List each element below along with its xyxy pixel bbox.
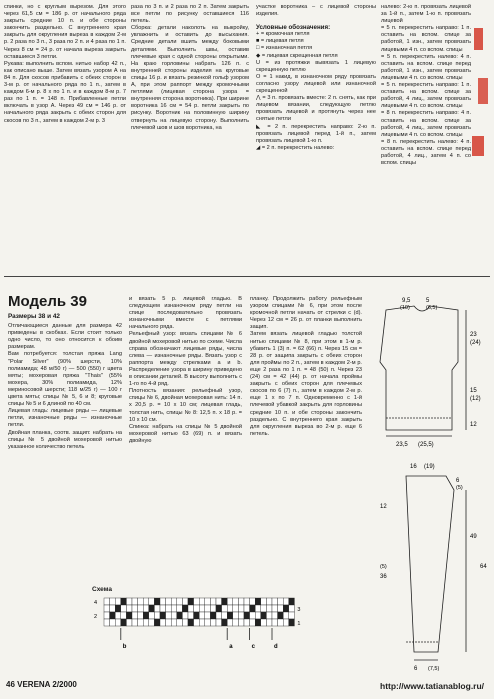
chart-cell	[177, 605, 183, 612]
chart-row-label: 3	[297, 607, 301, 613]
chart-arrow-label: d	[274, 644, 278, 650]
chart-cell	[261, 612, 267, 619]
chart-cell	[132, 598, 138, 605]
chart-cell	[210, 605, 216, 612]
chart-cell	[138, 598, 144, 605]
paragraph: налево: 2-ю п. провязать лицевой за 1-й п., затем 1-ю п. провязать лицевой	[381, 4, 471, 25]
dim-label: (24)	[470, 340, 481, 346]
chart-cell	[244, 619, 250, 626]
chart-cell	[138, 605, 144, 612]
chart-cell	[126, 598, 132, 605]
chart-cell	[149, 619, 155, 626]
chart-arrow-label: c	[251, 644, 255, 650]
chart-cell	[104, 612, 110, 619]
chart-cell	[255, 619, 261, 626]
chart-cell	[160, 598, 166, 605]
chart-cell	[205, 612, 211, 619]
paragraph: Лицевая гладь: лицевые ряды — лицевые петли, изнаночные ряды — изнаночные петли.	[8, 408, 122, 429]
chart-cell	[250, 598, 256, 605]
dim-label: (6,5)	[426, 305, 438, 311]
chart-cell	[227, 612, 233, 619]
dim-label: (10)	[400, 305, 410, 311]
chart-cell	[115, 612, 121, 619]
chart-cell	[227, 598, 233, 605]
chart-cell	[216, 598, 222, 605]
chart-cell	[110, 612, 116, 619]
knit-chart	[92, 594, 312, 660]
chart-cell	[238, 619, 244, 626]
chart-cell	[154, 598, 160, 605]
chart-cell	[143, 619, 149, 626]
dim-label: (12)	[470, 396, 481, 402]
chart-cell	[171, 619, 177, 626]
chart-cell	[199, 605, 205, 612]
top-column-1	[4, 4, 126, 270]
legend-item: = 8 п. перекрестить направо: 4 п. оставить на вспом. спице за работой, 4 лиц., затем провязать лицевыми 4 п. со вспом. спицы	[381, 110, 471, 138]
dim-label: (5)	[380, 564, 387, 570]
chart-cell	[177, 598, 183, 605]
chart-title: Схема	[92, 586, 113, 593]
chart-cell	[222, 612, 228, 619]
chart-cell	[289, 598, 295, 605]
dim-label: (7,5)	[428, 666, 440, 672]
chart-cell	[222, 598, 228, 605]
chart-cell	[166, 612, 172, 619]
paragraph: Рельефный узор: вязать спицами № 6 двойной мохеровой нитью по схеме. Числа справа обозначают лицевые ряды, числа слева — изнаночные ряды. Вязать узор с раппорта между стрелками а и b. Распределение узора в ширину приведено в описании деталей. В высоту выполнить с 1-го по 4-й ряд.	[129, 331, 242, 388]
chart-cell	[283, 612, 289, 619]
chart-cell	[115, 605, 121, 612]
dim-label: 49	[470, 534, 477, 540]
chart-cell	[227, 605, 233, 612]
top-column-3	[256, 4, 376, 270]
bottom-column-1	[8, 313, 122, 581]
chart-cell	[278, 619, 284, 626]
bottom-column-2	[129, 296, 242, 581]
chart-arrow-label: a	[229, 644, 233, 650]
paragraph: раза по 3 п. и 2 раза по 2 п. Затем закрыть все петли по рисунку оставшиеся 116 петель.	[131, 4, 249, 25]
chart-cell	[104, 598, 110, 605]
chart-cell	[126, 619, 132, 626]
paragraph: Плотность вязания: рельефный узор, спицы № 6, двойная мохеровая нить: 14 п. х 20,5 р. = 10 х 10 см; лицевая гладь, толстая нить, спицы № 8: 12,5 п. х 18 р. = 10 х 10 см.	[129, 388, 242, 423]
chart-cell	[143, 605, 149, 612]
chart-cell	[132, 605, 138, 612]
chart-cell	[121, 612, 127, 619]
chart-cell	[255, 612, 261, 619]
legend-title: Условные обозначения:	[256, 24, 331, 32]
legend-item: + = кромочная петля	[256, 31, 310, 38]
chart-cell	[166, 605, 172, 612]
chart-cell	[216, 612, 222, 619]
chart-cell	[244, 612, 250, 619]
chart-cell	[154, 619, 160, 626]
back-schematic	[366, 292, 490, 454]
dim-label: 23,5	[396, 442, 408, 448]
paragraph: спинки, но с круглым вырезом. Для этого через 61,5 см = 186 р. от начального ряда закрыть средние 10 п. и обе стороны закончить раздельно. С внутреннего края закрыть для округления выреза в каждом 2-м р. 2 раза по 3 п., 3 раза по 2 п. и 4 раза по 1 п. Через 8 см = 24 р. от начала выреза закрыть оставшиеся 3 петли.	[4, 4, 126, 60]
chart-cell	[149, 612, 155, 619]
chart-cell	[199, 612, 205, 619]
dim-label: (25,5)	[418, 442, 434, 448]
chart-cell	[283, 598, 289, 605]
chart-cell	[272, 598, 278, 605]
chart-cell	[171, 612, 177, 619]
dim-label: 12	[470, 422, 477, 428]
chart-cell	[216, 605, 222, 612]
chart-cell	[143, 598, 149, 605]
dim-label: 64	[480, 564, 487, 570]
legend-item: O = 1 накид, в изнаночном ряду провязать согласно узору лицевой или изнаночной скрещенной	[256, 73, 376, 95]
chart-cell	[222, 605, 228, 612]
chart-cell	[138, 619, 144, 626]
chart-cell	[126, 605, 132, 612]
chart-cell	[171, 598, 177, 605]
model-title: Модель 39	[8, 293, 87, 310]
paragraph: Сборка: детали наколоть на выкройку, увлажнить и оставить до высыхания. Средние детали вшить между боковыми деталями. Выполнить швы, оставив плечевые края с одной стороны открытыми. На краю горловины набрать 126 п. с внутренней стороны изделия на круговые спицы 16 р. и вязать резинкой гольф узором А, при этом раппорт между кромочными петлями (лицевая сторона узора = внутренняя сторона воротника). При ширине воротника 16 см = 54 р. петли закрыть по рисунку. Воротник на половинную ширину отвернуть на лицевую сторону. Выполнить плечевой шов и шов воротника, на	[131, 25, 249, 131]
chart-row-label: 1	[297, 621, 301, 627]
chart-cell	[194, 598, 200, 605]
chart-cell	[250, 619, 256, 626]
top-column-4	[381, 4, 471, 270]
sizes-heading: Размеры 38 и 42	[8, 313, 60, 320]
chart-cell	[171, 605, 177, 612]
chart-cell	[138, 612, 144, 619]
chart-cell	[250, 612, 256, 619]
chart-cell	[266, 619, 272, 626]
chart-arrow-label: b	[122, 644, 127, 650]
dim-label: 23	[470, 332, 477, 338]
chart-cell	[199, 598, 205, 605]
chart-cell	[160, 619, 166, 626]
chart-cell	[238, 605, 244, 612]
chart-cell	[188, 619, 194, 626]
dim-label: 6	[456, 478, 460, 484]
dim-label: (19)	[424, 464, 435, 470]
chart-cell	[110, 619, 116, 626]
chart-cell	[272, 612, 278, 619]
paragraph: Отличающиеся данные для размера 42 приведены в скобках. Если стоит только одно число, то оно относится к обоим размерам.	[8, 323, 122, 351]
legend-item: ◢ = 2 п. перекрестить налево:	[256, 144, 335, 151]
chart-cell	[244, 598, 250, 605]
source-url: http://www.tatianablog.ru/	[380, 681, 485, 691]
chart-cell	[233, 612, 239, 619]
chart-cell	[233, 619, 239, 626]
legend-item: ◆ = лицевая скрещенная петля	[256, 52, 338, 59]
chart-cell	[233, 598, 239, 605]
chart-cell	[244, 605, 250, 612]
chart-cell	[272, 619, 278, 626]
legend-item: = 8 п. перекрестить налево: 4 п. оставить на вспом. спице перед работой, 4 лиц., затем 4 п. со вспом. спицы	[381, 138, 471, 167]
legend-item: □ = изнаночная петля	[256, 45, 313, 52]
chart-cell	[266, 612, 272, 619]
chart-cell	[115, 598, 121, 605]
dim-label: 5	[426, 298, 430, 304]
sleeve-outline	[406, 476, 454, 652]
chart-cell	[182, 612, 188, 619]
chart-cell	[261, 598, 267, 605]
chart-cell	[121, 598, 127, 605]
chart-cell	[255, 605, 261, 612]
top-column-2	[131, 4, 249, 270]
section-divider	[4, 276, 490, 277]
chart-cell	[115, 619, 121, 626]
bottom-column-3	[250, 296, 362, 581]
chart-cell	[210, 619, 216, 626]
paragraph: Спинка: набрать на спицы № 5 двойной мохеровой нитью 63 (69) п. и вязать двойную	[129, 423, 242, 444]
chart-cell	[132, 619, 138, 626]
chart-cell	[272, 605, 278, 612]
chart-cell	[177, 619, 183, 626]
chart-cell	[266, 605, 272, 612]
chart-cell	[261, 605, 267, 612]
chart-cell	[278, 598, 284, 605]
chart-cell	[188, 598, 194, 605]
chart-cell	[182, 598, 188, 605]
chart-cell	[177, 612, 183, 619]
paragraph: и вязать 5 р. лицевой гладью. В следующем изнаночном ряду петли на спице последовательно провязать изнаночными вместе с петлями начального ряда.	[129, 296, 242, 331]
chart-cell	[227, 619, 233, 626]
chart-cell	[199, 619, 205, 626]
chart-cell	[266, 598, 272, 605]
chart-cell	[238, 612, 244, 619]
chart-cell	[149, 598, 155, 605]
chart-cell	[154, 605, 160, 612]
dim-label: 16	[410, 464, 417, 470]
chart-cell	[194, 605, 200, 612]
chart-cell	[283, 619, 289, 626]
chart-cell	[166, 598, 172, 605]
legend-item: = 5 п. перекрестить направо: 1 п. оставить на вспом. спице за работой, 1 изн., затем провязать лицевыми 4 п. со вспом. спицы	[381, 25, 471, 53]
chart-cell	[166, 619, 172, 626]
chart-cell	[222, 619, 228, 626]
chart-cell	[278, 605, 284, 612]
back-outline	[380, 306, 458, 430]
chart-cell	[205, 598, 211, 605]
chart-cell	[149, 605, 155, 612]
dim-label: (5)	[456, 485, 463, 491]
paragraph: Рукава: выполнить вспом. нитью набор 42 п., как описано выше. Затем вязать узором А на 84 п. Для скосов прибавить с обеих сторон в 3-м р. от начального ряда по 1 п., затем в каждом 6-м р. 8 х по 1 п. и в каждом 8-м р. 7 раз по 1 п. = 148 п. Прибавленные петли включать в узор А. Через 49 см = 146 р. от начального ряда закрыть с обеих сторон для скосов по 3 п., затем в каждом 2-м р. 3	[4, 60, 126, 124]
paragraph: Двойная планка, соотв. защип: набрать на спицы № 5 двойной мохеровой нитью указанное количество петель	[8, 429, 122, 450]
chart-cell	[188, 612, 194, 619]
chart-cell	[283, 605, 289, 612]
legend-item: U = из протяжки вывязать 1 лицевую скрещенную петлю	[256, 59, 376, 73]
chart-cell	[205, 619, 211, 626]
chart-row-label: 2	[94, 614, 98, 620]
chart-cell	[210, 612, 216, 619]
paragraph: планку. Продолжить работу рельефным узором спицами № 6, при этом после кромочной петли начать от стрелки с (d). Через 12 см = 26 р. от планки выполнить защип.	[250, 296, 362, 331]
chart-row-label: 4	[94, 600, 98, 606]
chart-cell	[110, 605, 116, 612]
paragraph: Затем вязать лицевой гладью толстой нитью спицами № 8, при этом в 1-м р. убавить 1 (3) п. = 62 (66) п. Через 15 см = 28 р. от защипа закрыть с обеих сторон для проймы по 2 п., затем в каждом 2-м р. еще 2 раза по 1 п. = 48 (50) п. Через 23 (24) см = 42 (44) р. от начала проймы закрыть с обеих сторон для плечевых скосов по 6 (7) п., затем в каждом 2-м р. еще 1 х по 7 п. Одновременно с 1-й плечевой убавкой закрыть для горловины средние 10 п. и обе стороны закончить раздельно. С внутреннего края закрыть для округления выреза во 2-м р. еще 6 петель.	[250, 331, 362, 437]
dim-label: 15	[470, 388, 477, 394]
chart-cell	[238, 598, 244, 605]
paragraph: участке воротника – с лицевой стороны изделия.	[256, 4, 376, 18]
chart-cell	[104, 619, 110, 626]
legend-item: = 5 п. перекрестить направо: 1 п. оставить на вспом. спице за работой, 4 лиц., затем провязать лицевыми 4 п. со вспом. спицы	[381, 82, 471, 110]
chart-cell	[126, 612, 132, 619]
chart-cell	[104, 605, 110, 612]
dim-label: 12	[380, 504, 387, 510]
chart-cell	[143, 612, 149, 619]
legend-item: = 5 п. перекрестить налево: 4 п. оставить на вспом. спице перед работой, 1 изн., затем провязать лицевыми 4 п. со вспом. спицы	[381, 53, 471, 81]
page-footer: 46 VERENA 2/2000	[6, 680, 77, 689]
legend-item: ◣ = 2 п. перекрестить направо: 2-ю п. провязать лицевой перед 1-й п., затем провязать лицевой 1-ю п.	[256, 123, 376, 144]
chart-cell	[132, 612, 138, 619]
chart-cell	[278, 612, 284, 619]
chart-cell	[121, 605, 127, 612]
chart-cell	[160, 612, 166, 619]
chart-cell	[233, 605, 239, 612]
paragraph: Вам потребуется: толстая пряжа Lang "Polar Silver" (90% шерсти, 10% полиамида; 48 м/50 г) — 500 (550) г цвета мяты; мохеровая пряжа "Thais" (55% мохера, 30% полиамида, 12% мериносовой шерсти; 118 м/25 г) — 100 г цвета мяты; спицы № 5, 6 и 8; круговые спицы № 5 и 6 длиной по 40 см.	[8, 351, 122, 408]
legend-item: ⋀ = 3 п. провязать вместе: 2 п. снять, как при лицевом вязании, следующую петлю провязать лицевой и протянуть через нее снятые петли	[256, 95, 376, 123]
red-stamp-icon	[470, 18, 492, 168]
chart-cell	[289, 605, 295, 612]
chart-cell	[289, 619, 295, 626]
dim-label: 6	[414, 666, 418, 672]
chart-cell	[250, 605, 256, 612]
chart-cell	[182, 605, 188, 612]
chart-cell	[210, 598, 216, 605]
chart-cell	[289, 612, 295, 619]
chart-cell	[110, 598, 116, 605]
legend-item: ■ = лицевая петля	[256, 38, 304, 45]
dim-label: 9,5	[402, 298, 411, 304]
chart-cell	[194, 612, 200, 619]
dim-label: 36	[380, 574, 387, 580]
chart-cell	[255, 598, 261, 605]
sleeve-schematic	[376, 456, 490, 678]
chart-cell	[182, 619, 188, 626]
chart-cell	[160, 605, 166, 612]
chart-cell	[154, 612, 160, 619]
chart-cell	[194, 619, 200, 626]
chart-cell	[188, 605, 194, 612]
chart-cell	[261, 619, 267, 626]
chart-cell	[205, 605, 211, 612]
chart-cell	[216, 619, 222, 626]
chart-cell	[121, 619, 127, 626]
